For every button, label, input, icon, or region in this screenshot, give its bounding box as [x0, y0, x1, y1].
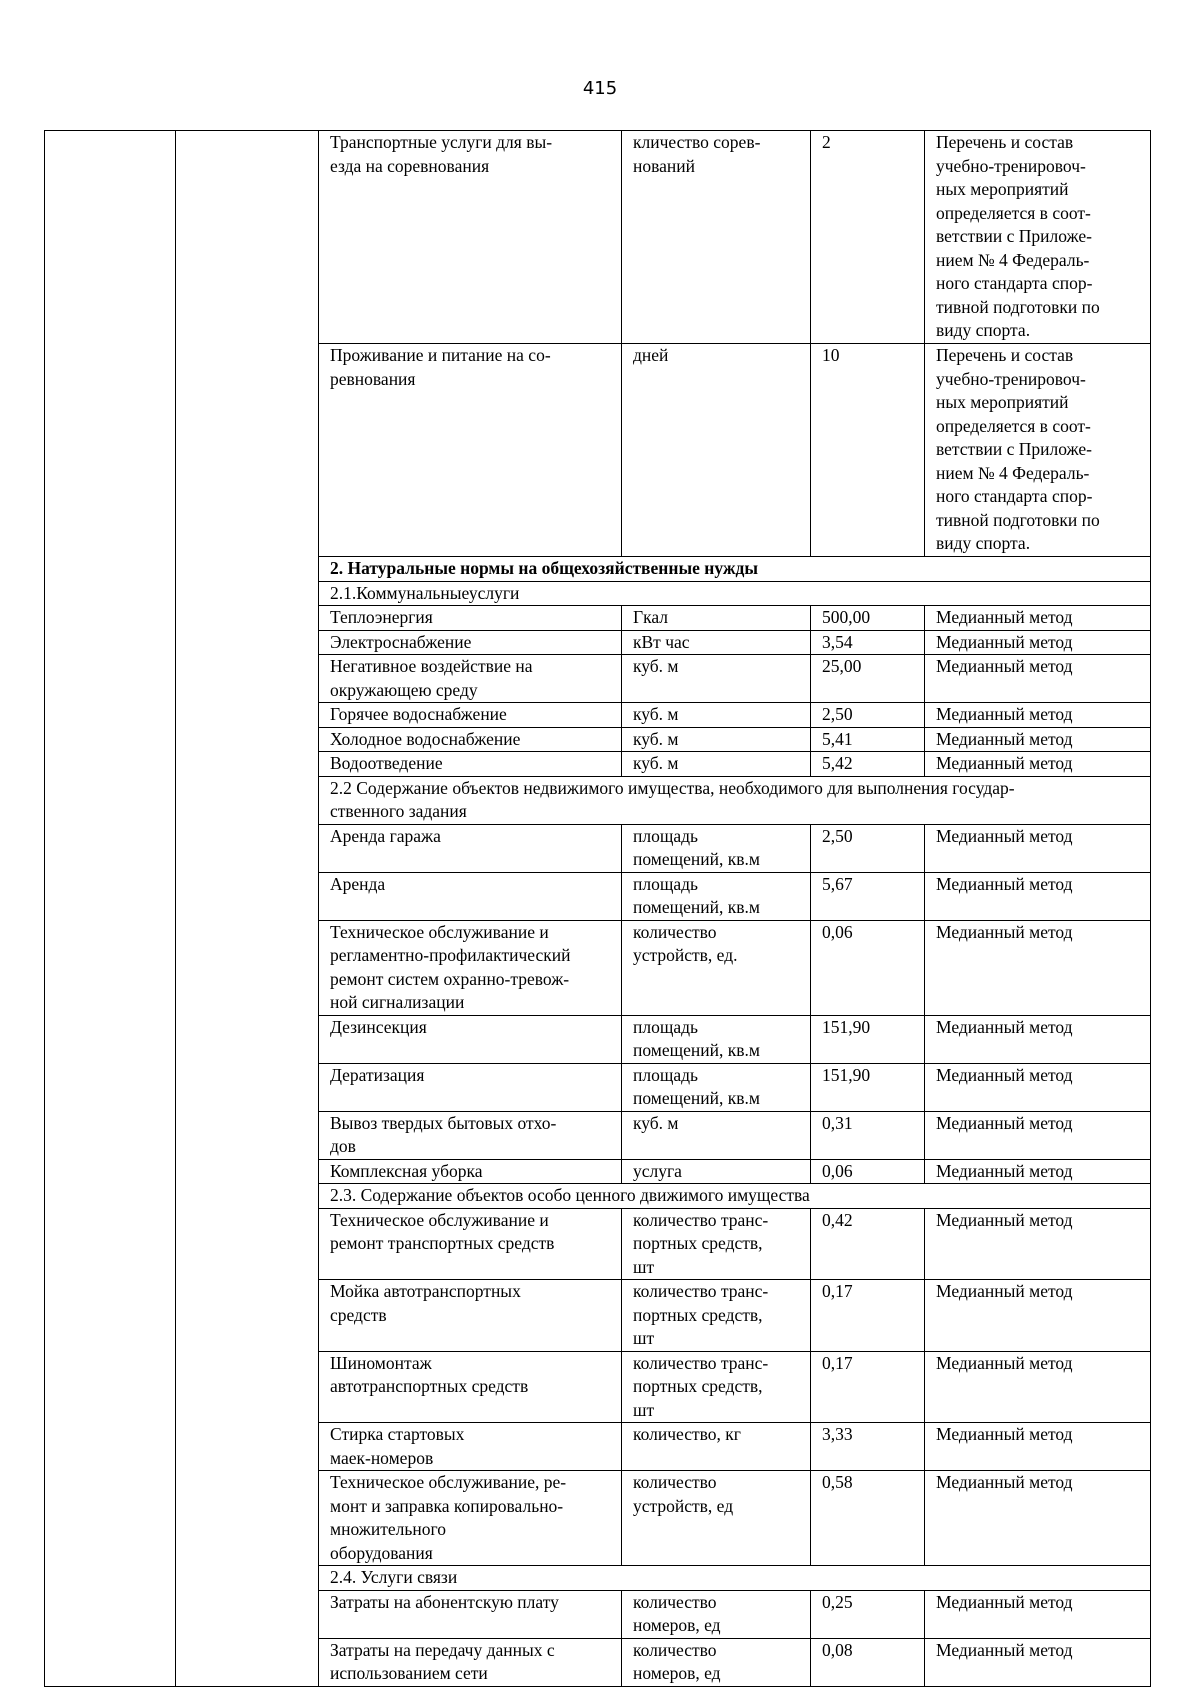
method-cell: Медианный метод — [925, 727, 1151, 752]
norms-table-body — [45, 131, 1151, 1687]
norm-value-cell: 0,58 — [811, 1471, 925, 1566]
blank-column-2 — [176, 131, 319, 1687]
section-heading: 2.1.Коммунальныеуслуги — [319, 581, 1151, 606]
norm-value-cell: 0,06 — [811, 1159, 925, 1184]
method-cell: Медианный метод — [925, 1159, 1151, 1184]
cost-item-cell: Затраты на передачу данных с использованием сети — [319, 1638, 622, 1686]
blank-column-1 — [45, 131, 176, 1687]
cost-item-cell: Водоотведение — [319, 752, 622, 777]
page-number: 415 — [582, 78, 618, 99]
norms-table — [44, 130, 1151, 1687]
unit-cell: кличество сорев- нований — [622, 131, 811, 344]
cost-item-cell: Холодное водоснабжение — [319, 727, 622, 752]
method-cell: Медианный метод — [925, 1208, 1151, 1280]
norm-value-cell: 3,54 — [811, 630, 925, 655]
cost-item-cell: Техническое обслуживание, ре- монт и заправка копировально- множительного оборудования — [319, 1471, 622, 1566]
method-cell: Медианный метод — [925, 655, 1151, 703]
method-cell: Медианный метод — [925, 1471, 1151, 1566]
unit-cell: площадь помещений, кв.м — [622, 1063, 811, 1111]
norm-value-cell: 2,50 — [811, 824, 925, 872]
unit-cell: количество транс- портных средств, шт — [622, 1351, 811, 1423]
cost-item-cell: Проживание и питание на со- ревнования — [319, 344, 622, 557]
method-cell: Медианный метод — [925, 703, 1151, 728]
method-cell: Медианный метод — [925, 630, 1151, 655]
unit-cell: площадь помещений, кв.м — [622, 1015, 811, 1063]
section-heading: 2. Натуральные нормы на общехозяйственные нужды — [319, 557, 1151, 582]
method-cell: Медианный метод — [925, 752, 1151, 777]
method-cell: Медианный метод — [925, 872, 1151, 920]
unit-cell: количество устройств, ед. — [622, 920, 811, 1015]
method-cell: Медианный метод — [925, 1351, 1151, 1423]
unit-cell: площадь помещений, кв.м — [622, 824, 811, 872]
unit-cell: куб. м — [622, 727, 811, 752]
unit-cell: куб. м — [622, 703, 811, 728]
method-cell: Медианный метод — [925, 1638, 1151, 1686]
norm-value-cell: 0,42 — [811, 1208, 925, 1280]
section-heading: 2.2 Содержание объектов недвижимого имущества, необходимого для выполнения государ- ственного задания — [319, 776, 1151, 824]
method-cell: Медианный метод — [925, 1063, 1151, 1111]
cost-item-cell: Аренда — [319, 872, 622, 920]
norm-value-cell: 0,17 — [811, 1280, 925, 1352]
unit-cell: площадь помещений, кв.м — [622, 872, 811, 920]
norm-value-cell: 500,00 — [811, 606, 925, 631]
cost-item-cell: Затраты на абонентскую плату — [319, 1590, 622, 1638]
cost-item-cell: Транспортные услуги для вы- езда на соревнования — [319, 131, 622, 344]
norm-value-cell: 0,31 — [811, 1111, 925, 1159]
method-cell: Перечень и состав учебно-тренировоч- ных мероприятий определяется в соот- ветствии с Приложе- нием № 4 Федераль- ного стандарта спор- тивной подготовки по виду спорта. — [925, 344, 1151, 557]
cost-item-cell: Техническое обслуживание и регламентно-профилактический ремонт систем охранно-тревож- ной сигнализации — [319, 920, 622, 1015]
unit-cell: Гкал — [622, 606, 811, 631]
norm-value-cell: 5,41 — [811, 727, 925, 752]
norm-value-cell: 2 — [811, 131, 925, 344]
norm-value-cell: 0,08 — [811, 1638, 925, 1686]
unit-cell: количество, кг — [622, 1423, 811, 1471]
unit-cell: кВт час — [622, 630, 811, 655]
norm-value-cell: 151,90 — [811, 1063, 925, 1111]
norm-value-cell: 25,00 — [811, 655, 925, 703]
cost-item-cell: Аренда гаража — [319, 824, 622, 872]
cost-item-cell: Электроснабжение — [319, 630, 622, 655]
method-cell: Медианный метод — [925, 824, 1151, 872]
cost-item-cell: Стирка стартовых маек-номеров — [319, 1423, 622, 1471]
method-cell: Медианный метод — [925, 1015, 1151, 1063]
unit-cell: количество номеров, ед — [622, 1638, 811, 1686]
method-cell: Медианный метод — [925, 606, 1151, 631]
norm-value-cell: 3,33 — [811, 1423, 925, 1471]
norm-value-cell: 0,25 — [811, 1590, 925, 1638]
method-cell: Медианный метод — [925, 1590, 1151, 1638]
norm-value-cell: 2,50 — [811, 703, 925, 728]
cost-item-cell: Теплоэнергия — [319, 606, 622, 631]
cost-item-cell: Негативное воздействие на окружающею среду — [319, 655, 622, 703]
cost-item-cell: Дезинсекция — [319, 1015, 622, 1063]
unit-cell: количество транс- портных средств, шт — [622, 1208, 811, 1280]
norm-value-cell: 5,42 — [811, 752, 925, 777]
method-cell: Перечень и состав учебно-тренировоч- ных мероприятий определяется в соот- ветствии с Приложе- нием № 4 Федераль- ного стандарта спор- тивной подготовки по виду спорта. — [925, 131, 1151, 344]
table-row — [45, 131, 1151, 344]
unit-cell: куб. м — [622, 1111, 811, 1159]
unit-cell: количество транс- портных средств, шт — [622, 1280, 811, 1352]
cost-item-cell: Комплексная уборка — [319, 1159, 622, 1184]
norm-value-cell: 10 — [811, 344, 925, 557]
cost-item-cell: Вывоз твердых бытовых отхо- дов — [319, 1111, 622, 1159]
cost-item-cell: Мойка автотранспортных средств — [319, 1280, 622, 1352]
method-cell: Медианный метод — [925, 1111, 1151, 1159]
norm-value-cell: 5,67 — [811, 872, 925, 920]
unit-cell: куб. м — [622, 655, 811, 703]
unit-cell: количество номеров, ед — [622, 1590, 811, 1638]
cost-item-cell: Техническое обслуживание и ремонт транспортных средств — [319, 1208, 622, 1280]
unit-cell: услуга — [622, 1159, 811, 1184]
cost-item-cell: Дератизация — [319, 1063, 622, 1111]
cost-item-cell: Горячее водоснабжение — [319, 703, 622, 728]
cost-item-cell: Шиномонтаж автотранспортных средств — [319, 1351, 622, 1423]
norm-value-cell: 0,17 — [811, 1351, 925, 1423]
unit-cell: куб. м — [622, 752, 811, 777]
method-cell: Медианный метод — [925, 1280, 1151, 1352]
unit-cell: количество устройств, ед — [622, 1471, 811, 1566]
section-heading: 2.4. Услуги связи — [319, 1566, 1151, 1591]
method-cell: Медианный метод — [925, 920, 1151, 1015]
section-heading: 2.3. Содержание объектов особо ценного движимого имущества — [319, 1184, 1151, 1209]
unit-cell: дней — [622, 344, 811, 557]
norm-value-cell: 0,06 — [811, 920, 925, 1015]
method-cell: Медианный метод — [925, 1423, 1151, 1471]
norm-value-cell: 151,90 — [811, 1015, 925, 1063]
